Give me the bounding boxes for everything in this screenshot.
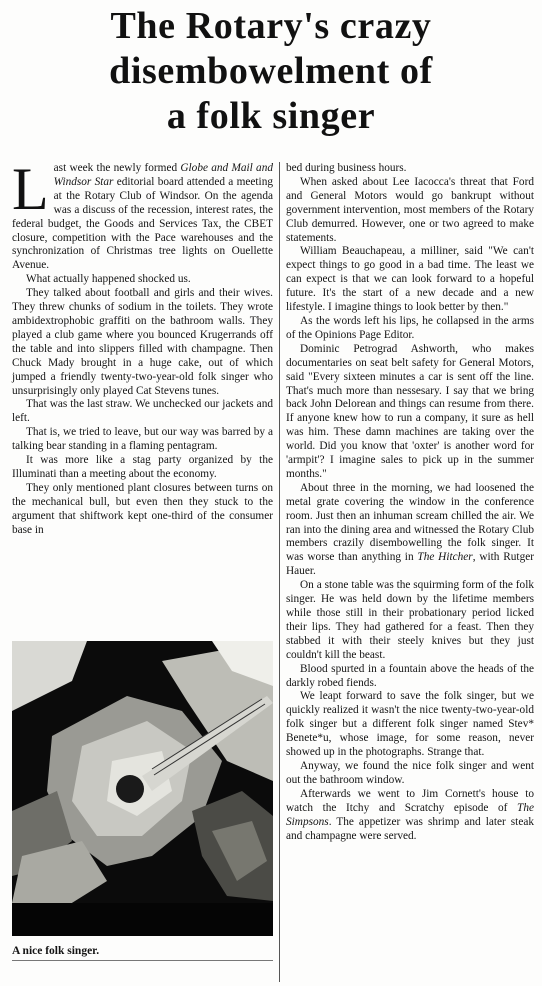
lead-paragraph — [12, 156, 273, 273]
paragraph: Anyway, we found the nice folk singer and went out the bathroom window. — [286, 759, 534, 786]
lead-text: ast week the newly formed — [53, 162, 181, 174]
lead-text-rest: editorial board attended a meeting at the Rotary Club of Windsor. On the agenda was a discuss of the recession, interest rates, the federal budget, the Goods and Services Tax, the CBET closure, competition with the Pace warehouses and the synchronization of Christmas tree lights on Ouellette Avenue. — [12, 175, 273, 272]
paragraph — [286, 482, 534, 579]
paragraph-text-end: , with Rutger Hauer. — [286, 551, 534, 578]
paragraph: As the words left his lips, he collapsed in the arms of the Opinions Page Editor. — [286, 314, 534, 341]
headline-line-1: The Rotary's crazy — [110, 5, 432, 47]
film-title: The Hitcher — [417, 551, 473, 564]
paragraph: William Beauchapeau, a milliner, said "We can't expect things to go good in a bad time. The least we can expect is that we can look forward to a hopeful future. It's the start of a new decade and a new lifestyle. I imagine things to look better by then." — [286, 245, 534, 314]
photo-caption: A nice folk singer. — [12, 945, 100, 957]
paragraph: bed during business hours. — [286, 162, 407, 174]
paragraph — [286, 788, 534, 844]
show-title: The Simpsons — [286, 801, 534, 828]
paragraph: When asked about Lee Iacocca's threat that Ford and General Motors would go bankrupt without government intervention, most members of the Rotary Club demurred. However, one or two agreed to make statements. — [286, 175, 534, 244]
paragraph: They talked about football and girls and their wives. They threw chunks of sodium in the toilets. They wrote ambidextrophobic graffiti on the bathroom walls. They played a club game where you bounced Krugerrands off the table and into slippers filled with champagne. Then Chuck Mady brought in a huge cake, out of which jumped a friendly twenty-two-year-old folk singer who unsurprisingly only played Cat Stevens tunes. — [12, 287, 273, 397]
lead-italic-names: Globe and Mail and Windsor Star — [53, 162, 273, 188]
paragraph: It was more like a stag party organized by the Illuminati than a meeting about the economy. — [12, 454, 273, 480]
paragraph: Blood spurted in a fountain above the heads of the darkly robed fiends. — [286, 662, 534, 689]
paragraph-text-end: . The appetizer was shrimp and later steak and champagne were served. — [286, 815, 534, 842]
paragraph: They only mentioned plant closures between turns on the mechanical bull, but even then they stuck to the argument that shiftwork kept one-third of the consumer base in — [12, 481, 273, 536]
paragraph-text: About three in the morning, we had loosened the metal grate covering the window in the conference room. Just then an inhuman scream chilled the air. We ran into the dining area and witnessed the Rotary Club members crazily disembowelling the folk singer. It was worse than anything in — [286, 481, 534, 564]
headline-line-2: disembowelment of — [109, 50, 433, 92]
drop-cap: L — [12, 156, 49, 222]
paragraph: That is, we tried to leave, but our way was barred by a talking bear standing in a flaming pentagram. — [12, 426, 273, 453]
paragraph: Dominic Petrograd Ashworth, who makes documentaries on seat belt safety for General Motors, said "Every sixteen minutes a car is sent off the line. That's much more than nessesary. I say that we bring back John Delorean and things can resume from there. If anyone knew how to run a company, it sure as hell was him. These damn machines are taking over the world. Did you know that 'oxter' is another word for 'armpit'? I imagine sales to pick up in the summer months." — [286, 342, 534, 480]
paragraph: What actually happened shocked us. — [26, 273, 191, 286]
headline — [6, 4, 536, 139]
photo-image — [12, 641, 273, 936]
folk-singer-photo — [12, 641, 273, 936]
right-column — [286, 162, 534, 843]
paragraph: That was the last straw. We unchecked our jackets and left. — [12, 398, 273, 425]
caption-rule — [12, 960, 273, 961]
paragraph-text: Afterwards we went to Jim Cornett's house to watch the Itchy and Scratchy episode of — [286, 787, 534, 814]
column-divider — [279, 162, 280, 982]
left-column — [12, 156, 273, 537]
headline-line-3: a folk singer — [166, 95, 376, 137]
paragraph: We leapt forward to save the folk singer, but we quickly realized it wasn't the nice twenty-two-year-old folk singer but a different folk singer named Stev* Benete*u, whose image, for some reason, never showed up in the photographs. Strange that. — [286, 690, 534, 759]
paragraph: On a stone table was the squirming form of the folk singer. He was held down by the lifetime members while those still in their probationary period licked their lips. They had gathered for a feast. Then they stabbed it with their steely knives but they just couldn't kill the beast. — [286, 579, 534, 661]
